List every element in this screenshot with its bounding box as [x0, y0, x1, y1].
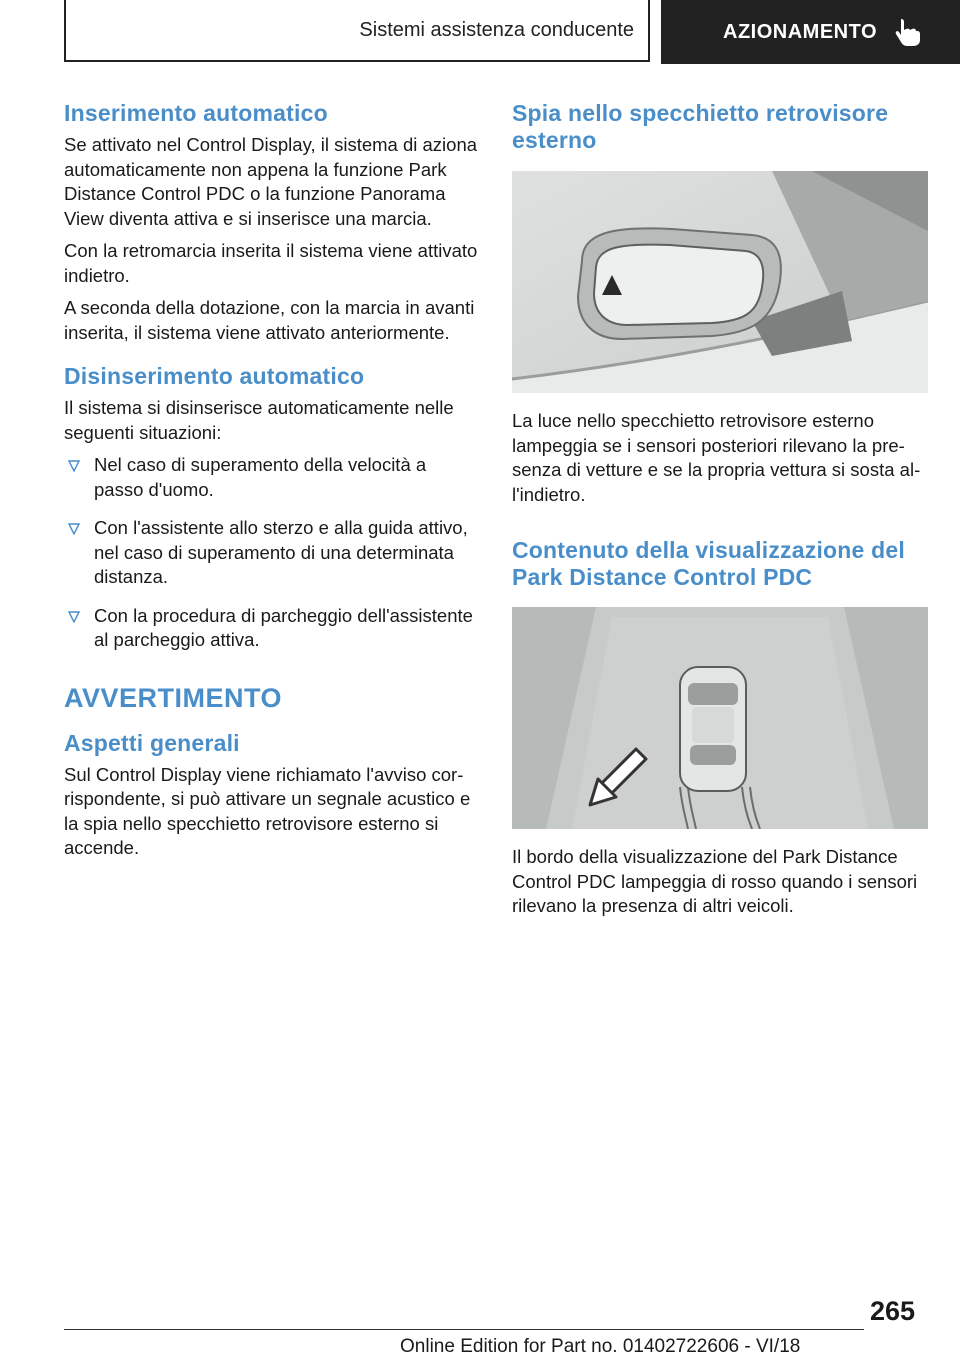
paragraph: Il bordo della visualizzazione del Park Distance Control PDC lampeggia di rosso quando i sensori rilevano la presenza di altri veicoli.: [512, 846, 918, 916]
paragraph: Se attivato nel Control Display, il sistema di aziona automaticamente non appena la funzione Park Distance Control PDC o la funzione Panorama View diventa attiva e si inserisce una marcia.: [64, 134, 478, 229]
list-item: Con l'assistente allo sterzo e alla guida attivo, nel caso di superamento di una determinata distanza.: [64, 516, 478, 590]
triangle-bullet-icon: [68, 460, 80, 472]
mirror-illustration: [512, 171, 928, 393]
list-item: Nel caso di superamento della velocità a passo d'uomo.: [64, 453, 478, 502]
pdc-display-illustration: [512, 607, 928, 829]
page-number: 265: [870, 1296, 916, 1326]
heading-pdc: Contenuto della visualizzazione del Park Distance Control PDC: [512, 537, 905, 590]
header-chapter-tab: [661, 0, 960, 64]
triangle-bullet-icon: [68, 611, 80, 623]
header-chapter-label: AZIONAMENTO: [723, 20, 878, 43]
heading-mirror: Spia nello specchietto retrovisore esterno: [512, 100, 889, 153]
left-column: [64, 100, 478, 869]
bullet-list: [64, 453, 478, 653]
heading-auto-off: Disinserimento automatico: [64, 363, 365, 389]
paragraph: Con la retromarcia inserita il sistema viene attivato indietro.: [64, 240, 478, 286]
footer-divider: [64, 1329, 864, 1330]
list-item: Con la procedura di parcheggio dell'assistente al parcheggio attiva.: [64, 604, 478, 653]
side-mirror-image: [512, 171, 928, 393]
paragraph: Il sistema si disinserisce automaticamente nelle seguenti situazioni:: [64, 397, 454, 443]
triangle-bullet-icon: [68, 523, 80, 535]
header-section-tab: [64, 0, 650, 62]
paragraph: Sul Control Display viene richiamato l'avviso corrispondente, si può attivare un segnale acustico e la spia nello specchietto retrovisore esterno si accende.: [64, 763, 471, 858]
right-column: [512, 100, 928, 927]
heading-auto-on: Inserimento automatico: [64, 100, 328, 126]
header-section-label: Sistemi assistenza conducente: [359, 18, 634, 41]
pointing-hand-icon: [893, 17, 921, 47]
warning-title: AVVERTIMENTO: [64, 682, 283, 713]
heading-general: Aspetti generali: [64, 729, 240, 756]
paragraph: La luce nello specchietto retrovisore esterno lampeggia se i sensori posteriori rilevano la presenza di vetture e se la propria vettura si sosta all'indietro.: [512, 410, 921, 505]
paragraph: A seconda della dotazione, con la marcia in avanti inserita, il sistema viene attivato anteriormente.: [64, 297, 475, 343]
footer-edition: Online Edition for Part no. 01402722606 - VI/18: [400, 1336, 801, 1357]
pdc-display-image: [512, 607, 928, 829]
